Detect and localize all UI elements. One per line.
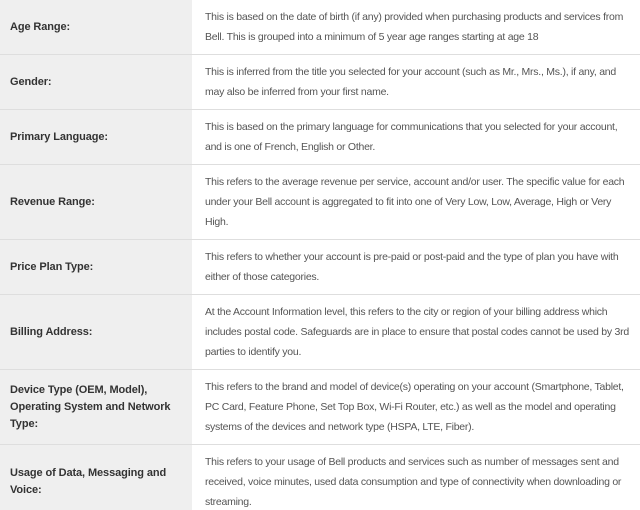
term-label: Billing Address: — [0, 295, 192, 369]
table-row — [0, 444, 640, 510]
term-description: At the Account Information level, this refers to the city or region of your billing address which includes postal code. Safeguards are in place to ensure that postal codes cannot be used by 3rd parties to identify you. — [192, 295, 640, 369]
table-row — [0, 54, 640, 109]
term-description: This refers to your usage of Bell products and services such as number of messages sent and received, voice minutes, used data consumption and type of connectivity when downloading or streaming. — [192, 445, 640, 510]
term-description: This refers to the average revenue per service, account and/or user. The specific value for each under your Bell account is aggregated to fit into one of Very Low, Low, Average, High or Very High. — [192, 165, 640, 239]
table-row — [0, 0, 640, 54]
term-description: This is inferred from the title you selected for your account (such as Mr., Mrs., Ms.), if any, and may also be inferred from your first name. — [192, 55, 640, 109]
term-label: Usage of Data, Messaging and Voice: — [0, 445, 192, 510]
table-row — [0, 109, 640, 164]
term-label: Device Type (OEM, Model), Operating System and Network Type: — [0, 370, 192, 444]
term-description: This is based on the primary language for communications that you selected for your account, and is one of French, English or Other. — [192, 110, 640, 164]
term-label: Price Plan Type: — [0, 240, 192, 294]
table-row — [0, 369, 640, 444]
term-label: Gender: — [0, 55, 192, 109]
term-description: This refers to whether your account is pre-paid or post-paid and the type of plan you have with either of those categories. — [192, 240, 640, 294]
term-description: This refers to the brand and model of device(s) operating on your account (Smartphone, Tablet, PC Card, Feature Phone, Set Top Box, Wi-Fi Router, etc.) as well as the model and operating systems of the devices and network type (HSPA, LTE, Fiber). — [192, 370, 640, 444]
term-label: Primary Language: — [0, 110, 192, 164]
table-row — [0, 294, 640, 369]
table-row — [0, 239, 640, 294]
term-description: This is based on the date of birth (if any) provided when purchasing products and services from Bell. This is grouped into a minimum of 5 year age ranges starting at age 18 — [192, 0, 640, 54]
table-row — [0, 164, 640, 239]
term-label: Revenue Range: — [0, 165, 192, 239]
term-label: Age Range: — [0, 0, 192, 54]
